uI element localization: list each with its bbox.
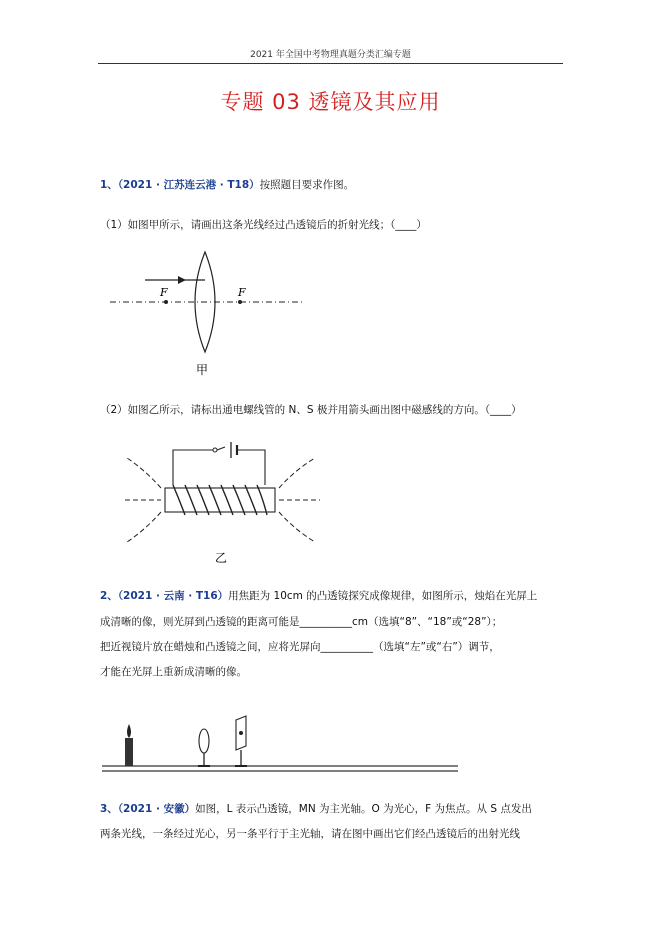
circuit-wire-left xyxy=(173,450,213,485)
ray-arrow-icon xyxy=(178,276,186,284)
field-line-upper-right xyxy=(279,458,315,488)
question-2-number: 2、 xyxy=(100,590,118,602)
bench-lens xyxy=(199,729,209,753)
question-2-line-2: 成清晰的像，则光屏到凸透镜的距离可能是__________cm（选填“8”、“18”或“28”）； xyxy=(100,616,503,628)
field-line-upper-left xyxy=(127,458,161,488)
focal-label-left: F xyxy=(160,286,168,299)
question-3-source: （2021 · 安徽） xyxy=(117,803,196,815)
question-2-line-1 xyxy=(100,589,537,603)
optical-bench-diagram xyxy=(100,708,460,778)
figure-jia-caption: 甲 xyxy=(196,363,209,377)
question-3-line-1 xyxy=(100,802,532,816)
candle xyxy=(125,738,133,766)
question-1-number: 1、 xyxy=(100,179,118,191)
switch-terminal xyxy=(213,448,217,452)
question-3-text-1: 如图，L 表示凸透镜，MN 为主光轴。O 为光心，F 为焦点。从 S 点发出 xyxy=(195,803,532,815)
circuit-wire-right xyxy=(237,450,265,485)
question-1-part-1: （1）如图甲所示，请画出这条光线经过凸透镜后的折射光线；（____） xyxy=(100,219,427,231)
page-title: 专题 03 透镜及其应用 xyxy=(220,90,441,114)
header-divider xyxy=(98,63,563,64)
solenoid-core xyxy=(165,488,275,512)
question-2-line-4: 才能在光屏上重新成清晰的像。 xyxy=(100,666,247,678)
question-2-line-3: 把近视镜片放在蜡烛和凸透镜之间，应将光屏向__________（选填“左”或“右”）调节， xyxy=(100,641,500,653)
field-line-lower-left xyxy=(127,512,161,542)
question-1-prompt: 按照题目要求作图。 xyxy=(259,179,355,191)
question-1-heading xyxy=(100,178,354,192)
focal-label-right: F xyxy=(238,286,246,299)
question-2-text-1: 用焦距为 10cm 的凸透镜探究成像规律，如图所示，烛焰在光屏上 xyxy=(228,590,538,602)
focal-point-right xyxy=(238,300,242,304)
page-header: 2021 年全国中考物理真题分类汇编专题 xyxy=(250,50,411,60)
question-2-source: （2021 · 云南 · T16） xyxy=(117,590,229,602)
question-3-number: 3、 xyxy=(100,803,118,815)
focal-point-left xyxy=(164,300,168,304)
solenoid-coil xyxy=(173,485,267,515)
question-1-part-2: （2）如图乙所示，请标出通电螺线管的 N、S 极并用箭头画出图中磁感线的方向。（____） xyxy=(100,404,522,416)
screen-image-dot xyxy=(239,731,243,735)
figure-jia-lens-diagram xyxy=(100,246,340,381)
figure-yi-solenoid-diagram xyxy=(125,430,325,570)
figure-yi-caption: 乙 xyxy=(215,551,228,565)
field-line-lower-right xyxy=(279,512,315,542)
question-3-line-2: 两条光线，一条经过光心，另一条平行于主光轴，请在图中画出它们经凸透镜后的出射光线 xyxy=(100,828,520,840)
question-1-source: （2021 · 江苏连云港 · T18） xyxy=(117,179,260,191)
candle-flame-icon xyxy=(127,724,131,738)
switch xyxy=(217,447,225,450)
